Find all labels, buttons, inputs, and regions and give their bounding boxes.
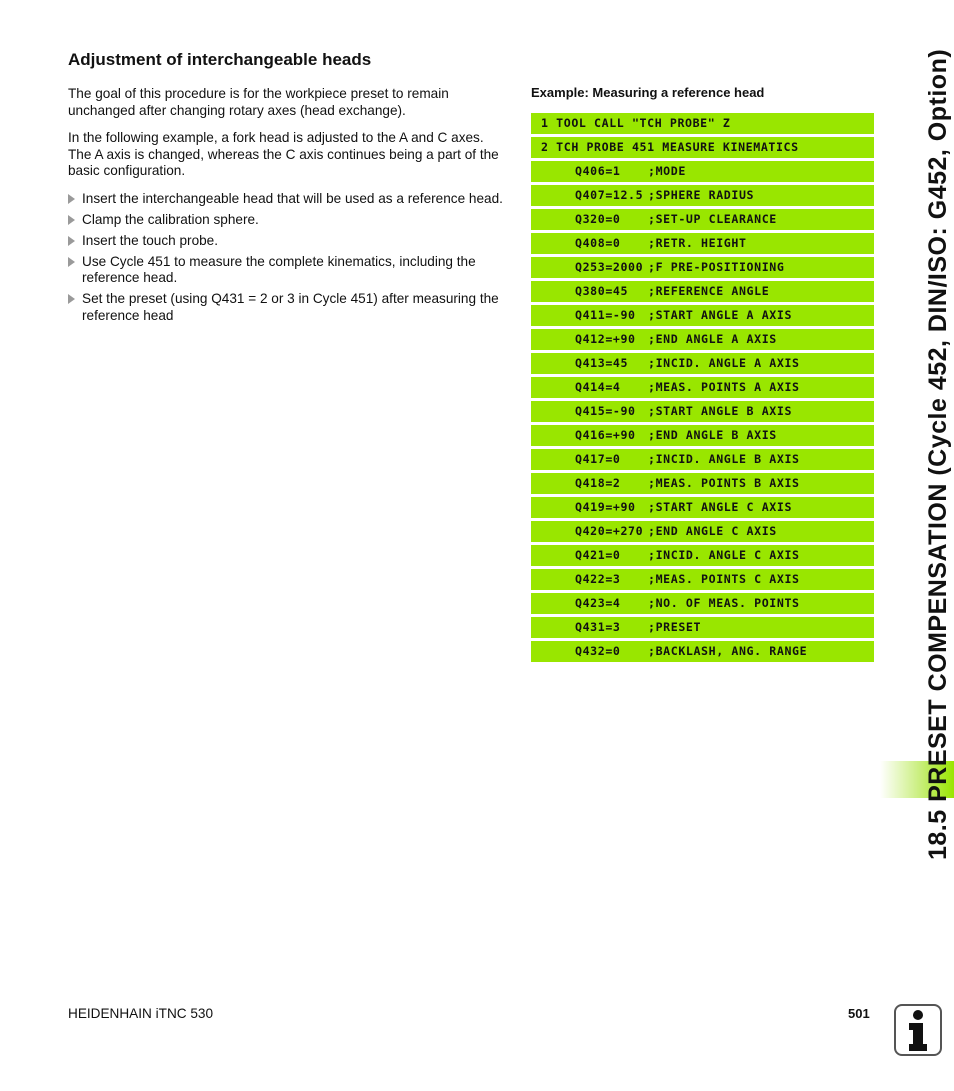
list-item-text: Set the preset (using Q431 = 2 or 3 in Cycle 451) after measuring the reference head [82,291,499,323]
nc-param-line [531,617,874,638]
nc-program-listing [531,113,874,665]
nc-param-line [531,521,874,542]
nc-param-line [531,449,874,470]
nc-param-line [531,233,874,254]
nc-param: Q418=2 [575,476,621,490]
list-item-text: Insert the touch probe. [82,232,219,248]
nc-param-comment: ;END ANGLE C AXIS [648,524,777,538]
list-item [68,191,508,208]
nc-param: Q411=-90 [575,308,636,322]
nc-param-line [531,305,874,326]
nc-param-line [531,161,874,182]
nc-param-comment: ;F PRE-POSITIONING [648,260,785,274]
nc-param-line [531,473,874,494]
nc-param-line [531,401,874,422]
body-text [68,86,508,329]
nc-block-line [531,113,874,134]
nc-block-text: 1 TOOL CALL "TCH PROBE" Z [541,116,731,130]
nc-param: Q423=4 [575,596,621,610]
info-icon [894,1004,942,1056]
nc-param: Q419=+90 [575,500,636,514]
example-title: Example: Measuring a reference head [531,85,765,100]
nc-param: Q415=-90 [575,404,636,418]
nc-param: Q320=0 [575,212,621,226]
triangle-bullet-icon [68,194,75,204]
nc-param-comment: ;MEAS. POINTS A AXIS [648,380,800,394]
nc-param-line [531,425,874,446]
nc-param: Q414=4 [575,380,621,394]
nc-param-comment: ;MEAS. POINTS C AXIS [648,572,800,586]
list-item [68,254,508,287]
footer-product: HEIDENHAIN iTNC 530 [68,1006,214,1021]
nc-param-line [531,497,874,518]
nc-param-line [531,377,874,398]
nc-param: Q408=0 [575,236,621,250]
paragraph: The goal of this procedure is for the workpiece preset to remain unchanged after changing rotary axes (head exchange). [68,86,449,118]
list-item-text: Clamp the calibration sphere. [82,211,259,227]
nc-param-comment: ;INCID. ANGLE B AXIS [648,452,800,466]
triangle-bullet-icon [68,257,75,267]
nc-param-line [531,329,874,350]
nc-param-comment: ;START ANGLE C AXIS [648,500,793,514]
nc-param: Q413=45 [575,356,629,370]
nc-param: Q420=+270 [575,524,644,538]
nc-param: Q380=45 [575,284,629,298]
info-icon-glyph [896,1006,940,1054]
nc-param-comment: ;REFERENCE ANGLE [648,284,770,298]
nc-param-line [531,209,874,230]
nc-param-line [531,185,874,206]
nc-param: Q412=+90 [575,332,636,346]
list-item-text: Use Cycle 451 to measure the complete kinematics, including the reference head. [82,253,476,285]
nc-param-line [531,569,874,590]
nc-param-comment: ;START ANGLE A AXIS [648,308,793,322]
triangle-bullet-icon [68,236,75,246]
list-item [68,291,508,324]
nc-param: Q422=3 [575,572,621,586]
nc-param-comment: ;START ANGLE B AXIS [648,404,793,418]
nc-param-comment: ;MODE [648,164,686,178]
nc-param-line [531,257,874,278]
triangle-bullet-icon [68,294,75,304]
nc-param: Q417=0 [575,452,621,466]
nc-param: Q253=2000 [575,260,644,274]
nc-param-line [531,545,874,566]
nc-param-line [531,281,874,302]
list-item-text: Insert the interchangeable head that will be used as a reference head. [82,190,503,206]
nc-param: Q421=0 [575,548,621,562]
triangle-bullet-icon [68,215,75,225]
nc-param: Q407=12.5 [575,188,644,202]
nc-param-comment: ;BACKLASH, ANG. RANGE [648,644,808,658]
nc-param-line [531,593,874,614]
nc-param: Q431=3 [575,620,621,634]
section-heading: Adjustment of interchangeable heads [68,50,372,69]
nc-param-comment: ;END ANGLE A AXIS [648,332,777,346]
nc-param: Q416=+90 [575,428,636,442]
nc-block-line [531,137,874,158]
nc-param-comment: ;NO. OF MEAS. POINTS [648,596,800,610]
chapter-side-title: 18.5 PRESET COMPENSATION (Cycle 452, DIN/ISO: G452, Option) [924,48,952,860]
nc-param-comment: ;RETR. HEIGHT [648,236,747,250]
nc-param: Q432=0 [575,644,621,658]
nc-param-comment: ;PRESET [648,620,702,634]
nc-block-text: 2 TCH PROBE 451 MEASURE KINEMATICS [541,140,799,154]
page-number: 501 [848,1006,870,1021]
nc-param-comment: ;SPHERE RADIUS [648,188,755,202]
nc-param-line [531,641,874,662]
nc-param-comment: ;MEAS. POINTS B AXIS [648,476,800,490]
nc-param-comment: ;SET-UP CLEARANCE [648,212,777,226]
nc-param: Q406=1 [575,164,621,178]
nc-param-comment: ;INCID. ANGLE C AXIS [648,548,800,562]
list-item [68,212,508,229]
nc-param-line [531,353,874,374]
nc-param-comment: ;END ANGLE B AXIS [648,428,777,442]
list-item [68,233,508,250]
paragraph: In the following example, a fork head is adjusted to the A and C axes. The A axis is changed, whereas the C axis continues being a part of the basic configuration. [68,130,499,178]
nc-param-comment: ;INCID. ANGLE A AXIS [648,356,800,370]
